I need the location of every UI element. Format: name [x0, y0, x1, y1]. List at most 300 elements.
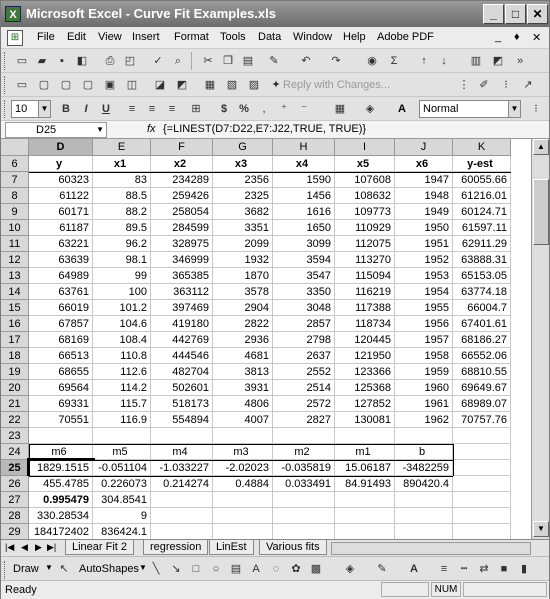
wordart-icon[interactable]: A — [252, 563, 260, 575]
cell-i23[interactable] — [335, 428, 395, 444]
cell-h14[interactable]: 3350 — [273, 284, 335, 300]
column-header-d[interactable]: D — [29, 139, 93, 156]
cell-k27[interactable] — [453, 492, 511, 508]
track-changes-icon[interactable]: ◪ — [154, 79, 166, 91]
cell-i6[interactable]: x5 — [335, 156, 395, 172]
cell-j28[interactable] — [395, 508, 453, 524]
cell-h6[interactable]: x4 — [273, 156, 335, 172]
chart-wizard-icon[interactable]: ▥ — [470, 55, 482, 67]
cell-h25[interactable]: -0.035819 — [273, 460, 335, 476]
dropdown-arrow-icon[interactable]: ▼ — [508, 101, 520, 117]
cell-f25[interactable]: -1.033227 — [151, 460, 213, 476]
cell-h27[interactable] — [273, 492, 335, 508]
cell-h28[interactable] — [273, 508, 335, 524]
row-header-7[interactable]: 7 — [1, 172, 29, 188]
formula-input[interactable]: {=LINEST(D7:D22,E7:J22,TRUE, TRUE)} — [163, 123, 367, 135]
cell-i20[interactable]: 125368 — [335, 380, 395, 396]
cell-g25[interactable]: -2.02023 — [213, 460, 273, 476]
line-icon[interactable]: ╲ — [152, 563, 160, 575]
toolbar-grip[interactable] — [4, 561, 8, 579]
cell-f23[interactable] — [151, 428, 213, 444]
scroll-thumb[interactable] — [533, 179, 549, 245]
cell-d10[interactable]: 61187 — [29, 220, 93, 236]
cell-d22[interactable]: 70551 — [29, 412, 93, 428]
cell-j20[interactable]: 1960 — [395, 380, 453, 396]
hyperlink-icon[interactable]: ◉ — [367, 55, 377, 67]
cell-g15[interactable]: 2904 — [213, 300, 273, 316]
cell-k13[interactable]: 65153.05 — [453, 268, 511, 284]
cell-g23[interactable] — [213, 428, 273, 444]
cell-k28[interactable] — [453, 508, 511, 524]
menu-insert[interactable]: Insert — [132, 31, 160, 43]
cell-j14[interactable]: 1954 — [395, 284, 453, 300]
row-header-21[interactable]: 21 — [1, 396, 29, 412]
new-icon[interactable]: ▭ — [16, 55, 28, 67]
cell-g11[interactable]: 2099 — [213, 236, 273, 252]
cell-i22[interactable]: 130081 — [335, 412, 395, 428]
row-header-8[interactable]: 8 — [1, 188, 29, 204]
cell-e29[interactable]: 836424.1 — [93, 524, 151, 539]
column-header-j[interactable]: J — [395, 139, 453, 156]
cell-k23[interactable] — [453, 428, 511, 444]
cell-h18[interactable]: 2637 — [273, 348, 335, 364]
arrow-style-icon[interactable]: ⇄ — [479, 563, 489, 575]
print-preview-icon[interactable]: ◰ — [124, 55, 136, 67]
select-all-corner[interactable] — [1, 139, 29, 156]
copy-icon[interactable]: ❐ — [223, 55, 233, 67]
cell-e22[interactable]: 116.9 — [93, 412, 151, 428]
column-header-h[interactable]: H — [273, 139, 335, 156]
cell-f29[interactable] — [151, 524, 213, 539]
cell-k16[interactable]: 67401.61 — [453, 316, 511, 332]
cell-d16[interactable]: 67857 — [29, 316, 93, 332]
send-icon[interactable]: ▧ — [226, 79, 238, 91]
show-all-comments-icon[interactable]: ▣ — [104, 79, 116, 91]
format-painter-icon[interactable]: ✎ — [269, 55, 279, 67]
drawing-icon[interactable]: ◩ — [492, 55, 504, 67]
diagram-icon[interactable]: ◌ — [272, 563, 280, 575]
textbox-icon[interactable]: ▤ — [230, 563, 242, 575]
cell-d20[interactable]: 69564 — [29, 380, 93, 396]
cell-h11[interactable]: 3099 — [273, 236, 335, 252]
cell-j22[interactable]: 1962 — [395, 412, 453, 428]
cell-i21[interactable]: 127852 — [335, 396, 395, 412]
cell-h9[interactable]: 1616 — [273, 204, 335, 220]
cell-j7[interactable]: 1947 — [395, 172, 453, 188]
horizontal-scrollbar[interactable] — [331, 542, 531, 555]
cell-g8[interactable]: 2325 — [213, 188, 273, 204]
cell-h20[interactable]: 2514 — [273, 380, 335, 396]
cell-j18[interactable]: 1958 — [395, 348, 453, 364]
row-header-14[interactable]: 14 — [1, 284, 29, 300]
cell-k20[interactable]: 69649.67 — [453, 380, 511, 396]
sheet-tab-regression[interactable]: regression — [143, 540, 208, 555]
cell-d25[interactable]: 1829.1515 — [29, 460, 93, 476]
end-review-icon[interactable]: ✦ — [271, 79, 281, 91]
cell-d6[interactable]: y — [29, 156, 93, 172]
cell-f7[interactable]: 234289 — [151, 172, 213, 188]
cell-i10[interactable]: 110929 — [335, 220, 395, 236]
cell-j11[interactable]: 1951 — [395, 236, 453, 252]
minimize-button[interactable]: _ — [483, 4, 504, 24]
cell-g24[interactable]: m3 — [213, 444, 273, 460]
cell-f28[interactable] — [151, 508, 213, 524]
cell-h29[interactable] — [273, 524, 335, 539]
menu-view[interactable]: View — [98, 31, 122, 43]
cell-e21[interactable]: 115.7 — [93, 396, 151, 412]
options-icon[interactable]: ⁝ — [504, 79, 508, 91]
cell-j27[interactable] — [395, 492, 453, 508]
vertical-scrollbar[interactable] — [531, 139, 549, 539]
maximize-button[interactable]: □ — [505, 4, 526, 24]
cell-k18[interactable]: 66552.06 — [453, 348, 511, 364]
next-sheet-icon[interactable]: ▶ — [35, 542, 42, 552]
cell-i27[interactable] — [335, 492, 395, 508]
row-header-17[interactable]: 17 — [1, 332, 29, 348]
cell-i25[interactable]: 15.06187 — [335, 460, 395, 476]
cell-d7[interactable]: 60323 — [29, 172, 93, 188]
cell-k17[interactable]: 68186.27 — [453, 332, 511, 348]
cell-i19[interactable]: 123366 — [335, 364, 395, 380]
cell-i13[interactable]: 115094 — [335, 268, 395, 284]
reply-with-changes-button[interactable]: Reply with Changes... — [283, 79, 390, 91]
cell-e13[interactable]: 99 — [93, 268, 151, 284]
row-header-25[interactable]: 25 — [1, 460, 29, 476]
cell-k29[interactable] — [453, 524, 511, 539]
cell-g26[interactable]: 0.4884 — [213, 476, 273, 492]
sort-descending-icon[interactable]: ↓ — [441, 55, 447, 67]
cell-h26[interactable]: 0.033491 — [273, 476, 335, 492]
cell-f20[interactable]: 502601 — [151, 380, 213, 396]
cell-f9[interactable]: 258054 — [151, 204, 213, 220]
permission-icon[interactable]: ◧ — [76, 55, 88, 67]
excel-app-icon[interactable]: X — [5, 6, 21, 22]
italic-button[interactable]: I — [84, 103, 88, 115]
menu-format[interactable]: Format — [174, 31, 209, 43]
undo-icon[interactable]: ↶ — [301, 55, 311, 67]
workbook-icon[interactable]: ⊞ — [7, 30, 23, 46]
cell-j19[interactable]: 1959 — [395, 364, 453, 380]
cell-d24[interactable]: m6 — [29, 444, 93, 460]
borders-icon[interactable]: ▦ — [334, 103, 346, 115]
delete-comment-icon[interactable]: ◫ — [126, 79, 138, 91]
row-header-23[interactable]: 23 — [1, 428, 29, 444]
cell-h23[interactable] — [273, 428, 335, 444]
cell-d23[interactable] — [29, 428, 93, 444]
row-header-26[interactable]: 26 — [1, 476, 29, 492]
cell-f13[interactable]: 365385 — [151, 268, 213, 284]
line-style-icon[interactable]: ≡ — [440, 563, 448, 575]
cell-d11[interactable]: 63221 — [29, 236, 93, 252]
cell-e11[interactable]: 96.2 — [93, 236, 151, 252]
cell-f16[interactable]: 419180 — [151, 316, 213, 332]
dropdown-arrow-icon[interactable]: ▼ — [96, 125, 104, 134]
cell-d19[interactable]: 68655 — [29, 364, 93, 380]
cell-i16[interactable]: 118734 — [335, 316, 395, 332]
cell-j29[interactable] — [395, 524, 453, 539]
open-icon[interactable]: ▰ — [37, 55, 47, 67]
cell-d15[interactable]: 66019 — [29, 300, 93, 316]
column-header-f[interactable]: F — [151, 139, 213, 156]
cell-f11[interactable]: 328975 — [151, 236, 213, 252]
arrow-icon[interactable]: ↘ — [171, 563, 181, 575]
menu-tools[interactable]: Tools — [220, 31, 246, 43]
previous-comment-icon[interactable]: ▢ — [60, 79, 72, 91]
doc-restore-button[interactable]: ♦ — [514, 31, 520, 43]
align-center-icon[interactable]: ≡ — [148, 103, 156, 115]
row-header-16[interactable]: 16 — [1, 316, 29, 332]
cell-e16[interactable]: 104.6 — [93, 316, 151, 332]
close-button[interactable]: ✕ — [527, 4, 548, 24]
cell-j8[interactable]: 1948 — [395, 188, 453, 204]
cell-i29[interactable] — [335, 524, 395, 539]
currency-button[interactable]: $ — [220, 103, 228, 115]
cell-j24[interactable]: b — [395, 444, 453, 460]
fill-color-icon[interactable]: ◈ — [345, 563, 355, 575]
cell-f17[interactable]: 442769 — [151, 332, 213, 348]
cell-e25[interactable]: -0.051104 — [93, 460, 151, 476]
row-header-18[interactable]: 18 — [1, 348, 29, 364]
oval-icon[interactable]: ○ — [212, 563, 220, 575]
next-comment-icon[interactable]: ▢ — [82, 79, 94, 91]
cell-j15[interactable]: 1955 — [395, 300, 453, 316]
autoshapes-menu[interactable]: AutoShapes — [79, 563, 139, 575]
merge-center-icon[interactable]: ⊞ — [191, 103, 201, 115]
redo-icon[interactable]: ↷ — [331, 55, 341, 67]
autosum-icon[interactable]: Σ — [390, 55, 398, 67]
cell-f18[interactable]: 444546 — [151, 348, 213, 364]
cell-e7[interactable]: 83 — [93, 172, 151, 188]
cell-f19[interactable]: 482704 — [151, 364, 213, 380]
line-color-icon[interactable]: ✎ — [377, 563, 387, 575]
cell-i7[interactable]: 107608 — [335, 172, 395, 188]
cell-g17[interactable]: 2936 — [213, 332, 273, 348]
toolbar-options-icon[interactable]: ⋮ — [458, 79, 470, 91]
cell-g28[interactable] — [213, 508, 273, 524]
save-icon[interactable]: ▪ — [60, 55, 64, 67]
cell-k14[interactable]: 63774.18 — [453, 284, 511, 300]
cell-i26[interactable]: 84.91493 — [335, 476, 395, 492]
row-header-19[interactable]: 19 — [1, 364, 29, 380]
font-color-icon[interactable]: A — [410, 563, 418, 575]
help-icon[interactable]: ✐ — [479, 79, 489, 91]
cell-e28[interactable]: 9 — [93, 508, 151, 524]
cell-k6[interactable]: y-est — [453, 156, 511, 172]
cell-j13[interactable]: 1953 — [395, 268, 453, 284]
cell-j23[interactable] — [395, 428, 453, 444]
menu-help[interactable]: Help — [343, 31, 366, 43]
menu-adobe-pdf[interactable]: Adobe PDF — [377, 31, 434, 43]
row-header-24[interactable]: 24 — [1, 444, 29, 460]
cell-e27[interactable]: 304.8541 — [93, 492, 151, 508]
cell-d17[interactable]: 68169 — [29, 332, 93, 348]
cell-k11[interactable]: 62911.29 — [453, 236, 511, 252]
cell-d18[interactable]: 66513 — [29, 348, 93, 364]
cell-g22[interactable]: 4007 — [213, 412, 273, 428]
paste-icon[interactable]: ▤ — [242, 55, 254, 67]
cell-f6[interactable]: x2 — [151, 156, 213, 172]
sheet-tab-linear-fit-2[interactable]: Linear Fit 2 — [65, 540, 134, 555]
font-color-button[interactable]: A — [398, 103, 406, 115]
cell-k22[interactable]: 70757.76 — [453, 412, 511, 428]
cell-e20[interactable]: 114.2 — [93, 380, 151, 396]
row-header-12[interactable]: 12 — [1, 252, 29, 268]
align-left-icon[interactable]: ≡ — [128, 103, 136, 115]
column-header-k[interactable]: K — [453, 139, 511, 156]
bold-button[interactable]: B — [62, 103, 70, 115]
cell-k25[interactable] — [453, 460, 511, 476]
dropdown-arrow-icon[interactable]: ▼ — [38, 101, 50, 117]
accept-change-icon[interactable]: ◩ — [176, 79, 188, 91]
font-size-select[interactable] — [11, 100, 51, 118]
cell-e12[interactable]: 98.1 — [93, 252, 151, 268]
cell-h7[interactable]: 1590 — [273, 172, 335, 188]
cell-j25[interactable]: -3482259 — [395, 460, 453, 476]
chevron-down-icon[interactable]: ▼ — [139, 563, 147, 572]
spelling-icon[interactable]: ✓ — [153, 55, 163, 67]
column-header-i[interactable]: I — [335, 139, 395, 156]
cell-e15[interactable]: 101.2 — [93, 300, 151, 316]
cell-h22[interactable]: 2827 — [273, 412, 335, 428]
cell-k10[interactable]: 61597.11 — [453, 220, 511, 236]
cell-h13[interactable]: 3547 — [273, 268, 335, 284]
cell-d21[interactable]: 69331 — [29, 396, 93, 412]
cell-g12[interactable]: 1932 — [213, 252, 273, 268]
cell-j16[interactable]: 1956 — [395, 316, 453, 332]
cell-e8[interactable]: 88.5 — [93, 188, 151, 204]
cell-g21[interactable]: 4806 — [213, 396, 273, 412]
row-header-22[interactable]: 22 — [1, 412, 29, 428]
row-header-27[interactable]: 27 — [1, 492, 29, 508]
cell-d9[interactable]: 60171 — [29, 204, 93, 220]
chart-icon[interactable]: ↗ — [523, 79, 533, 91]
cell-k7[interactable]: 60055.66 — [453, 172, 511, 188]
cell-g18[interactable]: 4681 — [213, 348, 273, 364]
cell-e14[interactable]: 100 — [93, 284, 151, 300]
dash-style-icon[interactable]: ┅ — [460, 563, 468, 575]
cell-e10[interactable]: 89.5 — [93, 220, 151, 236]
increase-decimal-icon[interactable]: ⁺ — [281, 103, 287, 115]
chevron-down-icon[interactable]: ▼ — [45, 563, 53, 572]
cell-d29[interactable]: 184172402 — [29, 524, 93, 539]
row-header-10[interactable]: 10 — [1, 220, 29, 236]
cell-d27[interactable]: 0.995479 — [29, 492, 93, 508]
row-header-20[interactable]: 20 — [1, 380, 29, 396]
cell-k9[interactable]: 60124.71 — [453, 204, 511, 220]
cell-d28[interactable]: 330.28534 — [29, 508, 93, 524]
cut-icon[interactable]: ✂ — [203, 55, 213, 67]
cell-g19[interactable]: 3813 — [213, 364, 273, 380]
cell-g9[interactable]: 3682 — [213, 204, 273, 220]
cell-f27[interactable] — [151, 492, 213, 508]
cell-j17[interactable]: 1957 — [395, 332, 453, 348]
cell-k26[interactable] — [453, 476, 511, 492]
cell-g27[interactable] — [213, 492, 273, 508]
research-icon[interactable]: ⌕ — [174, 55, 182, 67]
cell-f10[interactable]: 284599 — [151, 220, 213, 236]
cell-f15[interactable]: 397469 — [151, 300, 213, 316]
cell-d13[interactable]: 64989 — [29, 268, 93, 284]
menu-window[interactable]: Window — [293, 31, 333, 43]
cell-j10[interactable]: 1950 — [395, 220, 453, 236]
cell-e6[interactable]: x1 — [93, 156, 151, 172]
cell-h21[interactable]: 2572 — [273, 396, 335, 412]
cell-h19[interactable]: 2552 — [273, 364, 335, 380]
menu-edit[interactable]: Edit — [67, 31, 86, 43]
cell-e19[interactable]: 112.6 — [93, 364, 151, 380]
style-select[interactable] — [419, 100, 521, 118]
row-header-6[interactable]: 6 — [1, 156, 29, 172]
cell-i8[interactable]: 108632 — [335, 188, 395, 204]
cell-i14[interactable]: 116219 — [335, 284, 395, 300]
cell-e9[interactable]: 88.2 — [93, 204, 151, 220]
cell-e17[interactable]: 108.4 — [93, 332, 151, 348]
cell-i15[interactable]: 117388 — [335, 300, 395, 316]
cell-i28[interactable] — [335, 508, 395, 524]
menu-file[interactable]: File — [37, 31, 55, 43]
3d-icon[interactable]: ▮ — [520, 563, 528, 575]
sheet-tab-linest[interactable]: LinEst — [209, 540, 254, 555]
print-icon[interactable]: ⎙ — [105, 55, 115, 67]
row-header-11[interactable]: 11 — [1, 236, 29, 252]
row-header-9[interactable]: 9 — [1, 204, 29, 220]
reply-icon[interactable]: ▨ — [248, 79, 260, 91]
cell-j26[interactable]: 890420.4 — [395, 476, 453, 492]
cell-h16[interactable]: 2857 — [273, 316, 335, 332]
row-header-29[interactable]: 29 — [1, 524, 29, 539]
sheet-tab-various-fits[interactable]: Various fits — [259, 540, 327, 555]
cell-d26[interactable]: 455.4785 — [29, 476, 93, 492]
comma-style-icon[interactable]: , — [262, 103, 266, 115]
cell-f24[interactable]: m4 — [151, 444, 213, 460]
cell-i24[interactable]: m1 — [335, 444, 395, 460]
cell-j12[interactable]: 1952 — [395, 252, 453, 268]
last-sheet-icon[interactable]: ▶| — [47, 542, 57, 552]
cell-f21[interactable]: 518173 — [151, 396, 213, 412]
cell-g20[interactable]: 3931 — [213, 380, 273, 396]
rectangle-icon[interactable]: □ — [192, 563, 200, 575]
cell-k8[interactable]: 61216.01 — [453, 188, 511, 204]
toolbar-grip[interactable] — [4, 100, 8, 118]
cell-k21[interactable]: 68989.07 — [453, 396, 511, 412]
cell-g29[interactable] — [213, 524, 273, 539]
column-header-e[interactable]: E — [93, 139, 151, 156]
picture-icon[interactable]: ▩ — [310, 563, 322, 575]
toolbar-options-icon[interactable]: ⁝ — [534, 103, 538, 115]
draw-menu[interactable]: Draw — [13, 563, 39, 575]
select-objects-icon[interactable]: ↖ — [59, 563, 69, 575]
show-comment-icon[interactable]: ▢ — [38, 79, 50, 91]
cell-i17[interactable]: 120445 — [335, 332, 395, 348]
menu-data[interactable]: Data — [258, 31, 282, 43]
name-box[interactable] — [5, 122, 107, 138]
cell-e18[interactable]: 110.8 — [93, 348, 151, 364]
cell-g7[interactable]: 2356 — [213, 172, 273, 188]
cell-g16[interactable]: 2822 — [213, 316, 273, 332]
align-right-icon[interactable]: ≡ — [168, 103, 176, 115]
cell-i9[interactable]: 109773 — [335, 204, 395, 220]
new-comment-icon[interactable]: ▭ — [16, 79, 28, 91]
cell-d12[interactable]: 63639 — [29, 252, 93, 268]
cell-h24[interactable]: m2 — [273, 444, 335, 460]
row-header-13[interactable]: 13 — [1, 268, 29, 284]
doc-minimize-button[interactable]: _ — [495, 31, 502, 43]
scroll-down-icon[interactable]: ▼ — [533, 521, 549, 537]
shadow-icon[interactable]: ■ — [500, 563, 508, 575]
toolbar-grip[interactable] — [4, 76, 8, 94]
percent-button[interactable]: % — [239, 103, 249, 115]
fill-color-icon[interactable]: ◈ — [365, 103, 375, 115]
